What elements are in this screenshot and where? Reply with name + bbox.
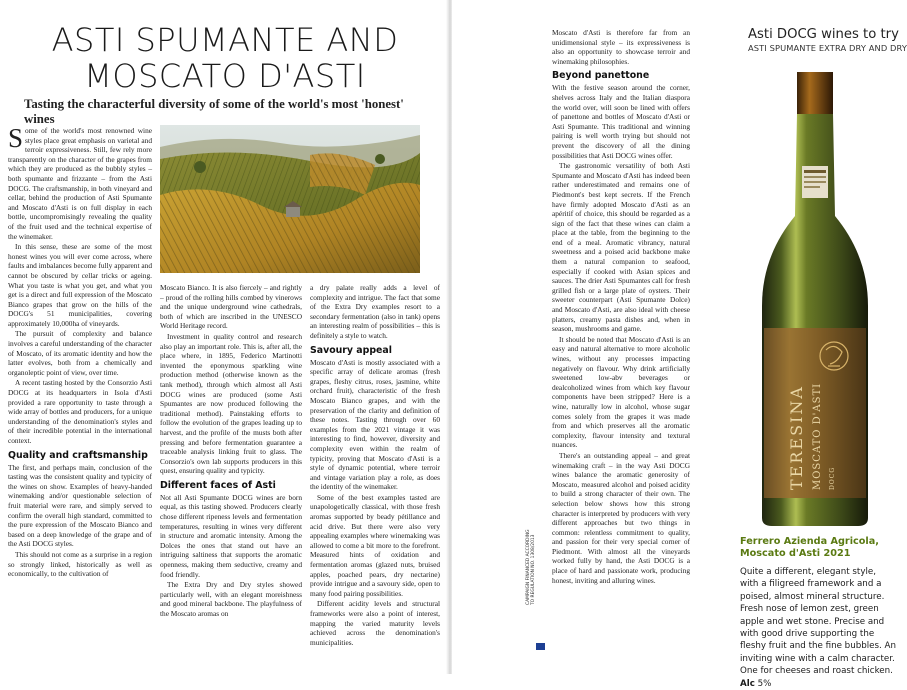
wine-tasting-note: Quite a different, elegant style, with a filigreed framework and a poised, almost mineral structure. Fresh nose of lemon zest, green apple and wet stone. Precise and with good drive supporting the fleshy fruit and the fine bubbles. An inviting wine with a calm character. One for cheeses and roast chicken. bbox=[740, 567, 896, 677]
section-heading: Different faces of Asti bbox=[160, 479, 276, 491]
wine-description bbox=[740, 566, 896, 690]
section-heading: Quality and craftsmanship bbox=[8, 449, 148, 461]
vineyard-illustration bbox=[160, 125, 420, 273]
paragraph: Moscato d'Asti is therefore far from an unidimensional style – its expressiveness is also an opportunity to showcase terroir and winemaking philosophies. bbox=[552, 28, 690, 66]
left-page bbox=[0, 0, 448, 674]
paragraph: The gastronomic versatility of both Asti Spumante and Moscato d'Asti has indeed been rather underestimated and remains one of Piedmont's best kept secrets. If the French have firmly adopted Moscato d'Asti as an apéritif of choice, this should be regarded as a sign of the fact that these wines can claim a place at the table, from the beginning to the end of a meal. Aromatic vibrancy, natural sweetness and a poised acid backbone make them a natural companion to seafood, especially if cooked with Asian spices and sauces. The drier Asti Spumantes call for fresh grilled fish or a large plate of oysters. Their sweeter counterpart (Asti Spumante Dolce) and Moscato d'Asti, are also ideal with cheese platters, creamy pasta dishes and, when in season, mushrooms and game. bbox=[552, 161, 690, 334]
paragraph: It should be noted that Moscato d'Asti is an easy and natural alternative to more alcoholic wines, without any processes impacting negatively on flavour. Why drink artificially sweetened low-abv beverages or dealcoholized wines from which key flavour components have been stripped? Here is a wine, naturally low in alcohol, whose sugar comes solely from the grapes it was made from and which preserves all the aromatic complexity, flavour intensity and textural nuances. bbox=[552, 334, 690, 450]
wine-box-subtitle: ASTI SPUMANTE EXTRA DRY AND DRY bbox=[748, 43, 907, 53]
paragraph: The pursuit of complexity and balance involves a careful understanding of the character of Moscato, of its aromatic identity and how the latter evolves, both from a chemically and organoleptic point of view, over time. bbox=[8, 329, 152, 377]
paragraph: Different acidity levels and structural frameworks were also a point of interest, mapping the varied maturity levels achieved across the denomination's municipalities. bbox=[310, 599, 440, 647]
wine-box-title: Asti DOCG wines to try bbox=[748, 27, 899, 42]
paragraph: This should not come as a surprise in a region so strongly linked, historically as well as economically, to the cultivation of bbox=[8, 549, 152, 579]
wine-name: Ferrero Azienda Agricola, Moscato d'Asti 2021 bbox=[740, 536, 879, 559]
label-brand: TERESINA bbox=[787, 385, 806, 490]
wine-box-heading bbox=[748, 27, 907, 53]
paragraph: There's an outstanding appeal – and great winemaking craft – in the way Asti DOCG wines balance the aromatic generosity of Moscato, measured alcohol and poised acidity to build a strong character of their own. The selection below shows how this strong character is interpreted by producers with very different approaches but two things in common: relentless commitment to quality, and passion for their very special corner of Piedmont. With almost all the vineyards worked fully by hand, the Asti DOCG is a place of hard and passionate work, producing honest, inviting and alluring wines. bbox=[552, 450, 690, 585]
paragraph: A recent tasting hosted by the Consorzio Asti DOCG at its headquarters in Isola d'Asti provided a rare opportunity to taste through a wide array of bottles and producers, for a unique understanding of the denomination's styles and of their incredible potential in the international context. bbox=[8, 378, 152, 445]
section-heading: Beyond panettone bbox=[552, 70, 650, 82]
column-1 bbox=[8, 123, 152, 580]
paragraph: The Extra Dry and Dry styles showed particularly well, with an elegant moreishness and good mineral backbone. The playfulness of the Moscato aromas on bbox=[160, 580, 302, 618]
column-2 bbox=[160, 283, 302, 620]
section-heading: Savoury appeal bbox=[310, 344, 392, 356]
drop-cap: S bbox=[8, 123, 24, 153]
paragraph: Moscato d'Asti is mostly associated with a specific array of delicate aromas (fresh grapes, fleshy citrus, roses, jasmine, white orchard fruit), characteristic of the fresh Moscato Bianco grapes, and with the preservation of the clarity and definition of these notes. Tasting through over 60 examples from the 2021 vintage it was interesting to find, however, diversity and complexity even within the realm of typicity, proving that Moscato d'Asti is a style of dynamic potential, where terroir and vintage variation play a role, as does the identity of the winemaker. bbox=[310, 357, 440, 492]
eu-flag-icon bbox=[536, 643, 545, 650]
paragraph: Investment in quality control and research also play an important role. This is, after all, the place where, in 1895, Federico Martinotti invented the eponymous sparkling wine production method (otherwise known as the tank method), through which almost all Asti DOCG wines are produced (some Asti Spumantes are now produced following the traditional method). Painstaking efforts to follow the evolution of the grapes leading up to harvest, and the profile of the musts both after pressing and before fermentation guarantee a traceable analysis linking fruit to glass. The Consorzio's own lab supports producers in this quest, ensuring quality and typicity. bbox=[160, 331, 302, 476]
paragraph: Moscato Bianco. It is also fiercely – and rightly – proud of the rolling hills combed by vinerows and the unique underground wine cathedrals, both of which are inscribed in the UNESCO World Heritage record. bbox=[160, 283, 302, 331]
title-line-1: ASTI SPUMANTE AND bbox=[51, 21, 399, 59]
paragraph: a dry palate really adds a level of complexity and intrigue. The fact that some of the Extra Dry examples resort to a secondary fermentation (also in tank) opens an interesting realm of possibilities – this is definitely a style to watch. bbox=[310, 283, 440, 340]
paragraph: ome of the world's most renowned wine styles place great emphasis on varietal and terroir expressiveness. Still, few rely more transparently on the character of the grapes from which they are produced as the bubbly styles – both spumante and frizzante – from the Asti DOCG. The craftsmanship, in both vineyard and cellar, behind the production of Asti Spumante and Moscato d'Asti is on full display in each bottle, uncompromisingly revealing the quality of the fruit used and the technical expertise of the winemaker. bbox=[8, 126, 152, 241]
paragraph: In this sense, these are some of the most honest wines you will ever come across, where faults and imbalances become fully apparent and cannot be obscured by cellar tricks or ageing. What you taste is what you get, and what you get is a direct and full expression of the Moscato Bianco grapes that grow on the hills of the DOCG's 51 municipalities, covering approximately 10,000ha of vineyards. bbox=[8, 242, 152, 328]
abv-value: 5% bbox=[757, 678, 772, 689]
column-3 bbox=[310, 283, 440, 648]
vineyard-photo bbox=[160, 125, 420, 273]
wine-bottle-icon bbox=[740, 66, 890, 528]
wine-bottle-image bbox=[740, 66, 890, 528]
paragraph: The first, and perhaps main, conclusion of the tasting was the consistent quality and typicity of the wines on show. Examples of heavy-handed winemaking and/or questionable selection of fruit material were rare, and simply served to confirm the overall high standard, committed to the pure expression of the Moscato Bianco and based on a deep knowledge of the grape and of the Asti DOCG styles. bbox=[8, 462, 152, 549]
abv-label: Alc bbox=[740, 678, 755, 689]
paragraph: Some of the best examples tasted are unapologetically classical, with those fresh aromas supported by beady pétillance and acid drive. But there were also very appealing examples where winemaking was allowed to come a bit more to the forefront. Measured hints of oxidation and fermentation aromas (glazed nuts, bruised apples, poached pears, dry nectarine) provide intrigue and a savoury side, open to many food pairing possibilities. bbox=[310, 492, 440, 598]
campaign-note: CAMPAIGN FINANCED ACCORDING TO REGULATION NO. 1308/2013 bbox=[526, 529, 536, 605]
article-title bbox=[20, 22, 430, 94]
paragraph: With the festive season around the corner, shelves across Italy and the Italian diaspora the world over, will soon be lined with offers of panettone and bottles of Moscato d'Asti or Asti Spumante. This traditional and winning pairing is well worth trying but should not prevent the discovery of all the dining possibilities that Asti DOCG wines offer. bbox=[552, 83, 690, 160]
column-4 bbox=[552, 28, 690, 586]
paragraph: Not all Asti Spumante DOCG wines are born equal, as this tasting showed. Producers clearly chose different ripeness levels and fermentation temperatures, resulting in wines very different in structure and aromatic intensity. Among the Dolces the ones that stand out have an intriguing saltiness that supports the aromatic openness, making them seductive, creamy and food friendly. bbox=[160, 492, 302, 579]
title-line-2: MOSCATO D'ASTI bbox=[84, 57, 366, 95]
label-type: MOSCATO D'ASTI bbox=[812, 382, 823, 490]
article-subtitle: Tasting the characterful diversity of some of the world's most 'honest' wines bbox=[24, 97, 404, 126]
label-docg: DOCG bbox=[829, 466, 836, 490]
